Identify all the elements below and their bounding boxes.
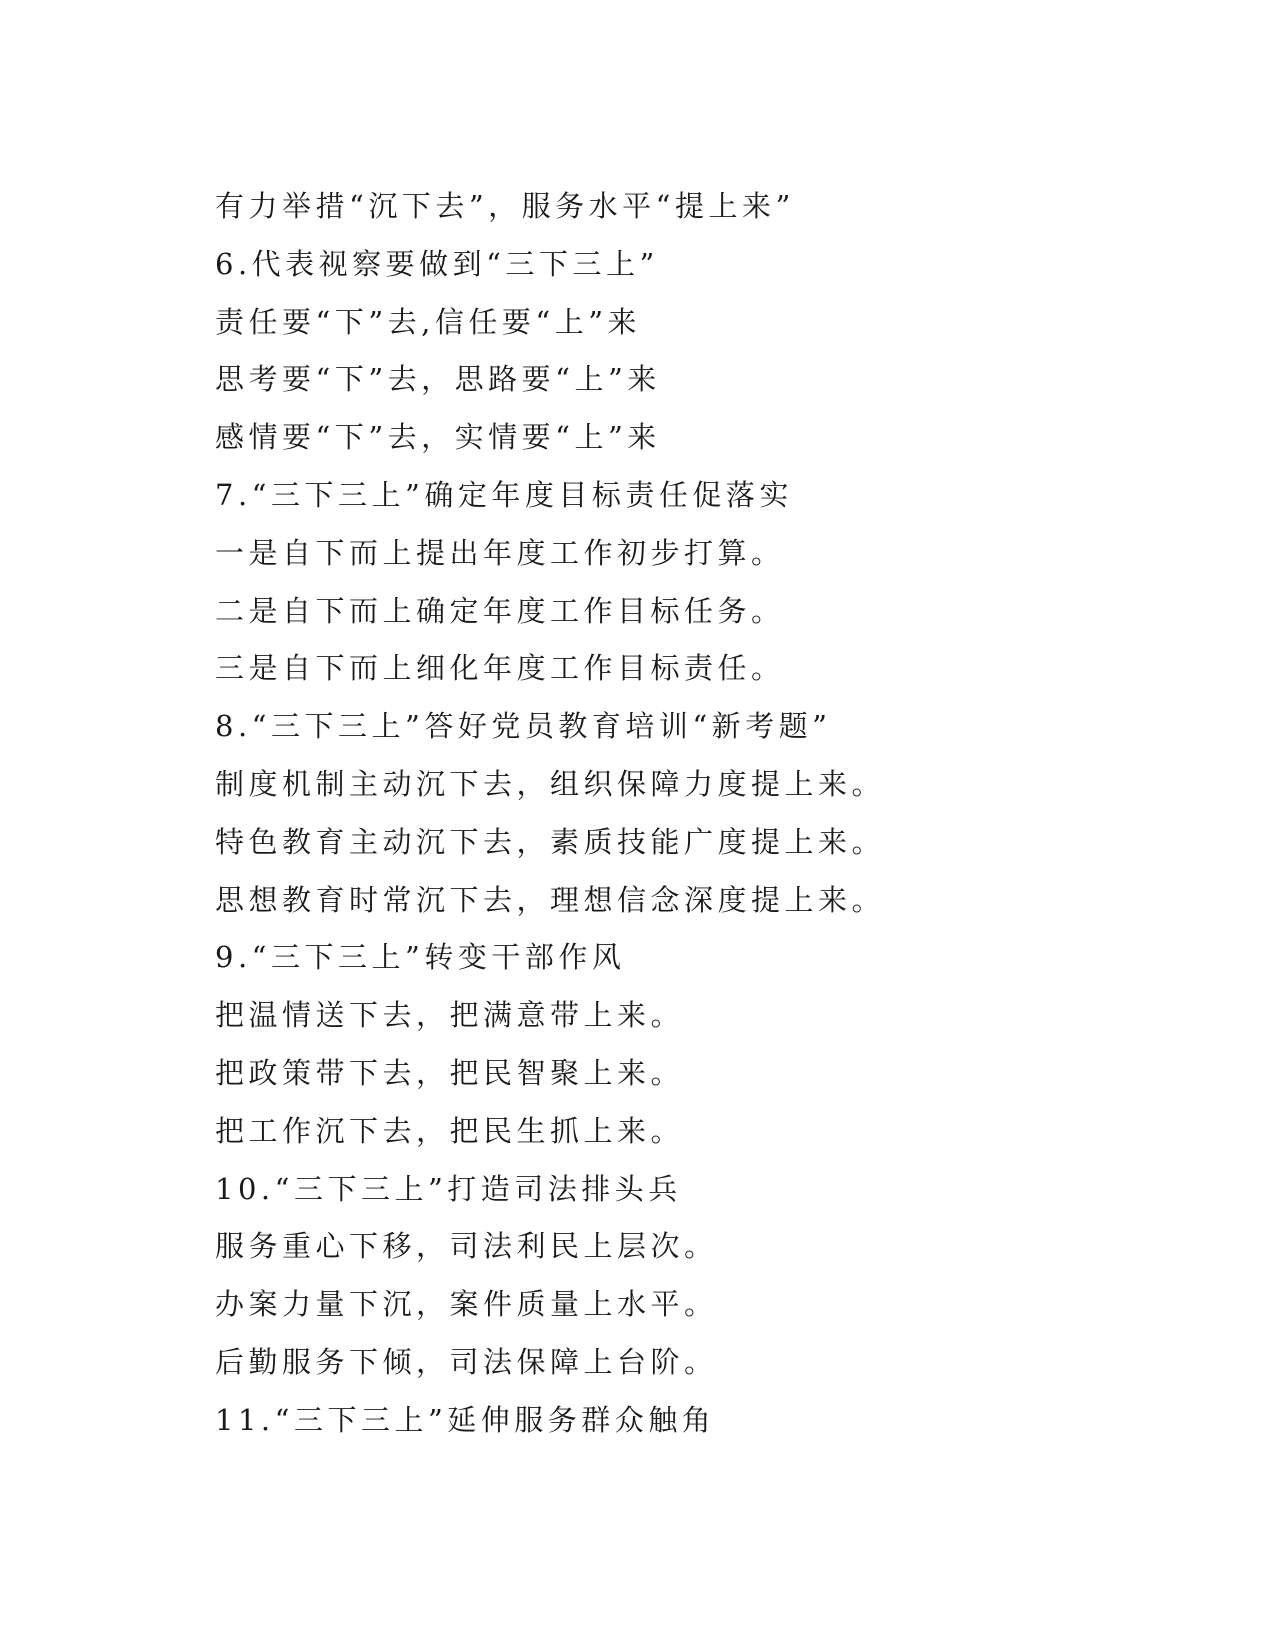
text-line: 感情要“下”去，实情要“上”来 (215, 420, 661, 455)
text-line: 责任要“下”去,信任要“上”来 (215, 304, 642, 339)
text-line: 服务重心下移，司法利民上层次。 (215, 1229, 718, 1264)
text-line: 二是自下而上确定年度工作目标任务。 (215, 593, 785, 628)
text-line: 制度机制主动沉下去，组织保障力度提上来。 (215, 766, 886, 801)
text-line: 思想教育时常沉下去，理想信念深度提上来。 (215, 882, 886, 917)
text-line: 特色教育主动沉下去，素质技能广度提上来。 (215, 824, 886, 859)
text-line: 一是自下而上提出年度工作初步打算。 (215, 535, 785, 570)
text-line: 有力举措“沉下去”，服务水平“提上来” (215, 189, 795, 223)
section-heading: 11.“三下三上”延伸服务群众触角 (215, 1402, 716, 1437)
text-line: 后勤服务下倾，司法保障上台阶。 (215, 1344, 718, 1379)
section-heading: 6.代表视察要做到“三下三上” (215, 246, 659, 281)
document-body (215, 178, 1115, 1450)
text-line: 把政策带下去，把民智聚上来。 (215, 1055, 685, 1090)
text-line: 办案力量下沉，案件质量上水平。 (215, 1287, 718, 1322)
text-line: 把温情送下去，把满意带上来。 (215, 998, 685, 1033)
section-heading: 10.“三下三上”打造司法排头兵 (215, 1171, 682, 1206)
text-line: 三是自下而上细化年度工作目标责任。 (215, 651, 785, 686)
section-heading: 8.“三下三上”答好党员教育培训“新考题” (215, 709, 832, 744)
text-line: 思考要“下”去，思路要“上”来 (215, 362, 661, 397)
section-heading: 9.“三下三上”转变干部作风 (215, 940, 626, 975)
text-line: 把工作沉下去，把民生抓上来。 (215, 1113, 685, 1148)
section-heading: 7.“三下三上”确定年度目标责任促落实 (215, 477, 793, 512)
